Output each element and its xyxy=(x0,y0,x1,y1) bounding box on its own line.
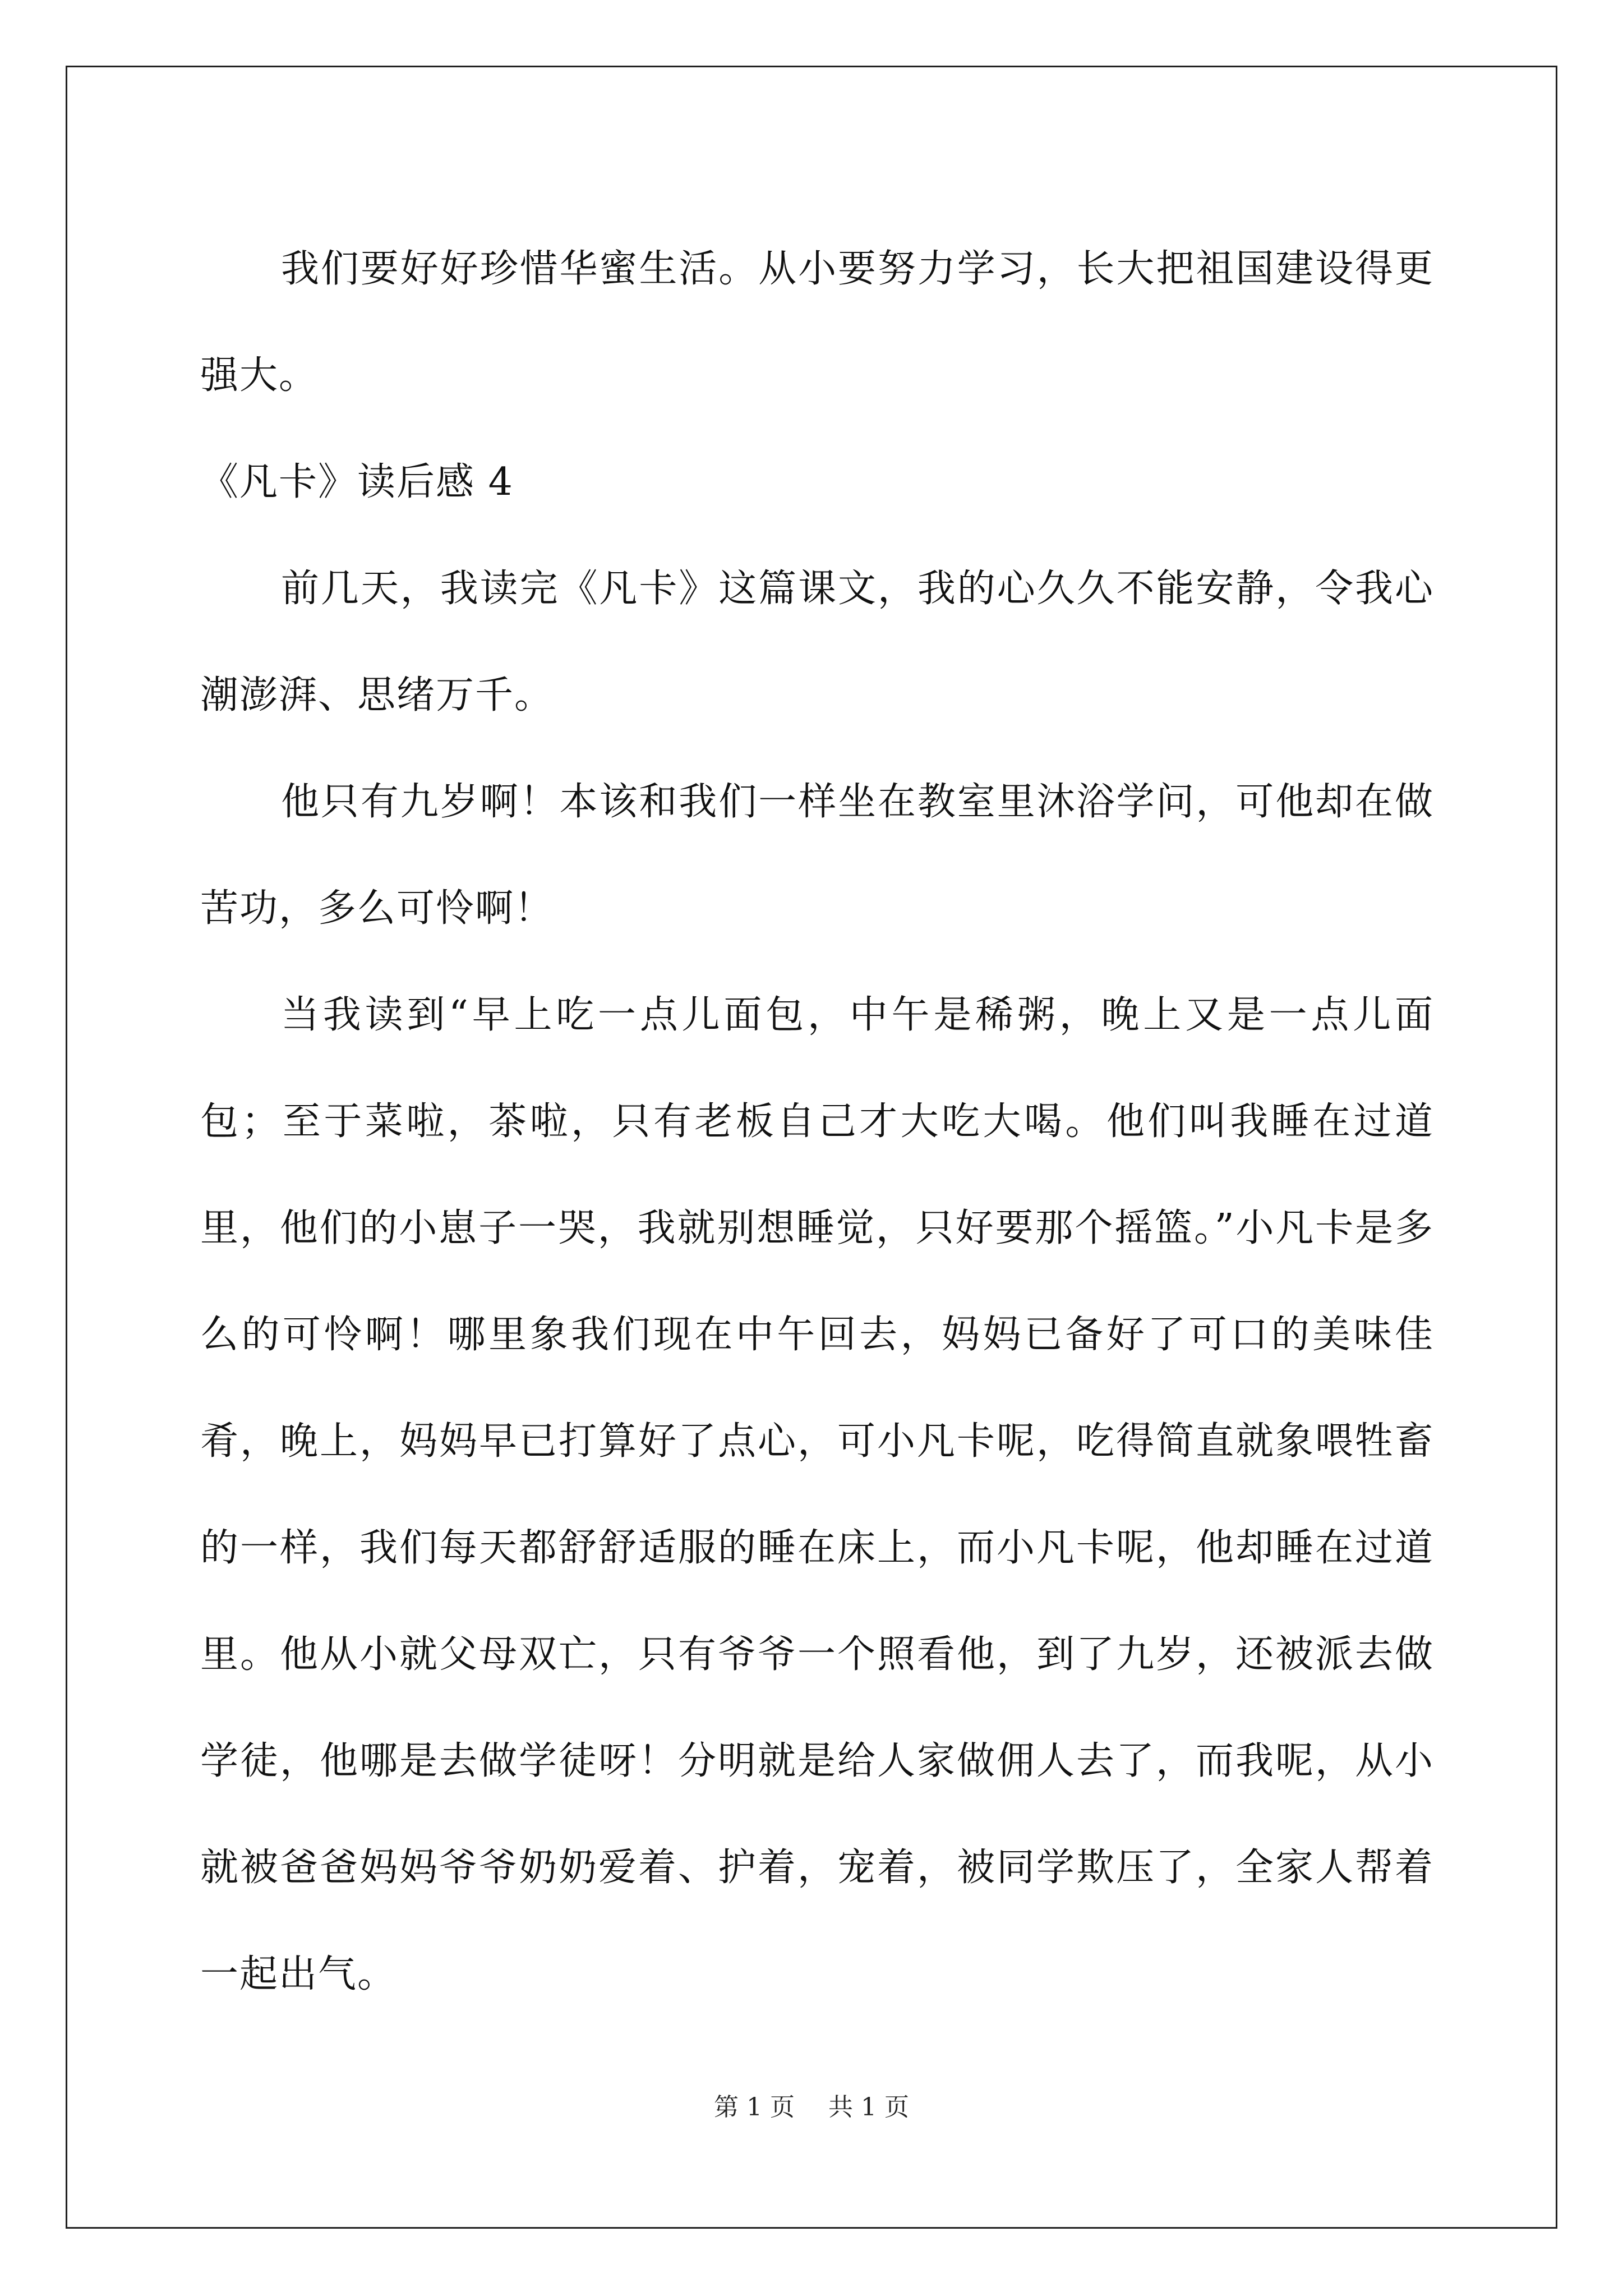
page-footer xyxy=(0,2087,1623,2123)
section-heading: 《凡卡》读后感 4 xyxy=(200,460,514,504)
paragraph-main: 当我读到“早上吃一点儿面包，中午是稀粥，晚上又是一点儿面包；至于菜啦，茶啦，只有老板自己才大吃大喝。他们叫我睡在过道里，他们的小崽子一哭，我就别想睡觉，只好要那个摇篮。”小凡卡是多么的可怜啊！哪里象我们现在中午回去，妈妈已备好了可口的美味佳肴，晚上，妈妈早已打算好了点心，可小凡卡呢，吃得简直就象喂牲畜的一样，我们每天都舒舒适服的睡在床上，而小凡卡呢，他却睡在过道里。他从小就父母双亡，只有爷爷一个照看他，到了九岁，还被派去做学徒，他哪是去做学徒呀！分明就是给人家做佣人去了，而我呢，从小就被爸爸妈妈爷爷奶奶爱着、护着，宠着，被同学欺压了，全家人帮着一起出气。 xyxy=(200,993,1434,1996)
page-total: 共 1 页 xyxy=(828,2093,909,2122)
page-number: 第 1 页 xyxy=(714,2093,795,2122)
paragraph-intro: 前几天，我读完《凡卡》这篇课文，我的心久久不能安静，令我心潮澎湃、思绪万千。 xyxy=(200,567,1434,717)
paragraph-closing: 我们要好好珍惜华蜜生活。从小要努力学习，长大把祖国建设得更强大。 xyxy=(200,247,1434,398)
paragraph-age: 他只有九岁啊！本该和我们一样坐在教室里沐浴学问，可他却在做苦功，多么可怜啊！ xyxy=(200,780,1434,931)
document-body xyxy=(200,216,1434,2028)
